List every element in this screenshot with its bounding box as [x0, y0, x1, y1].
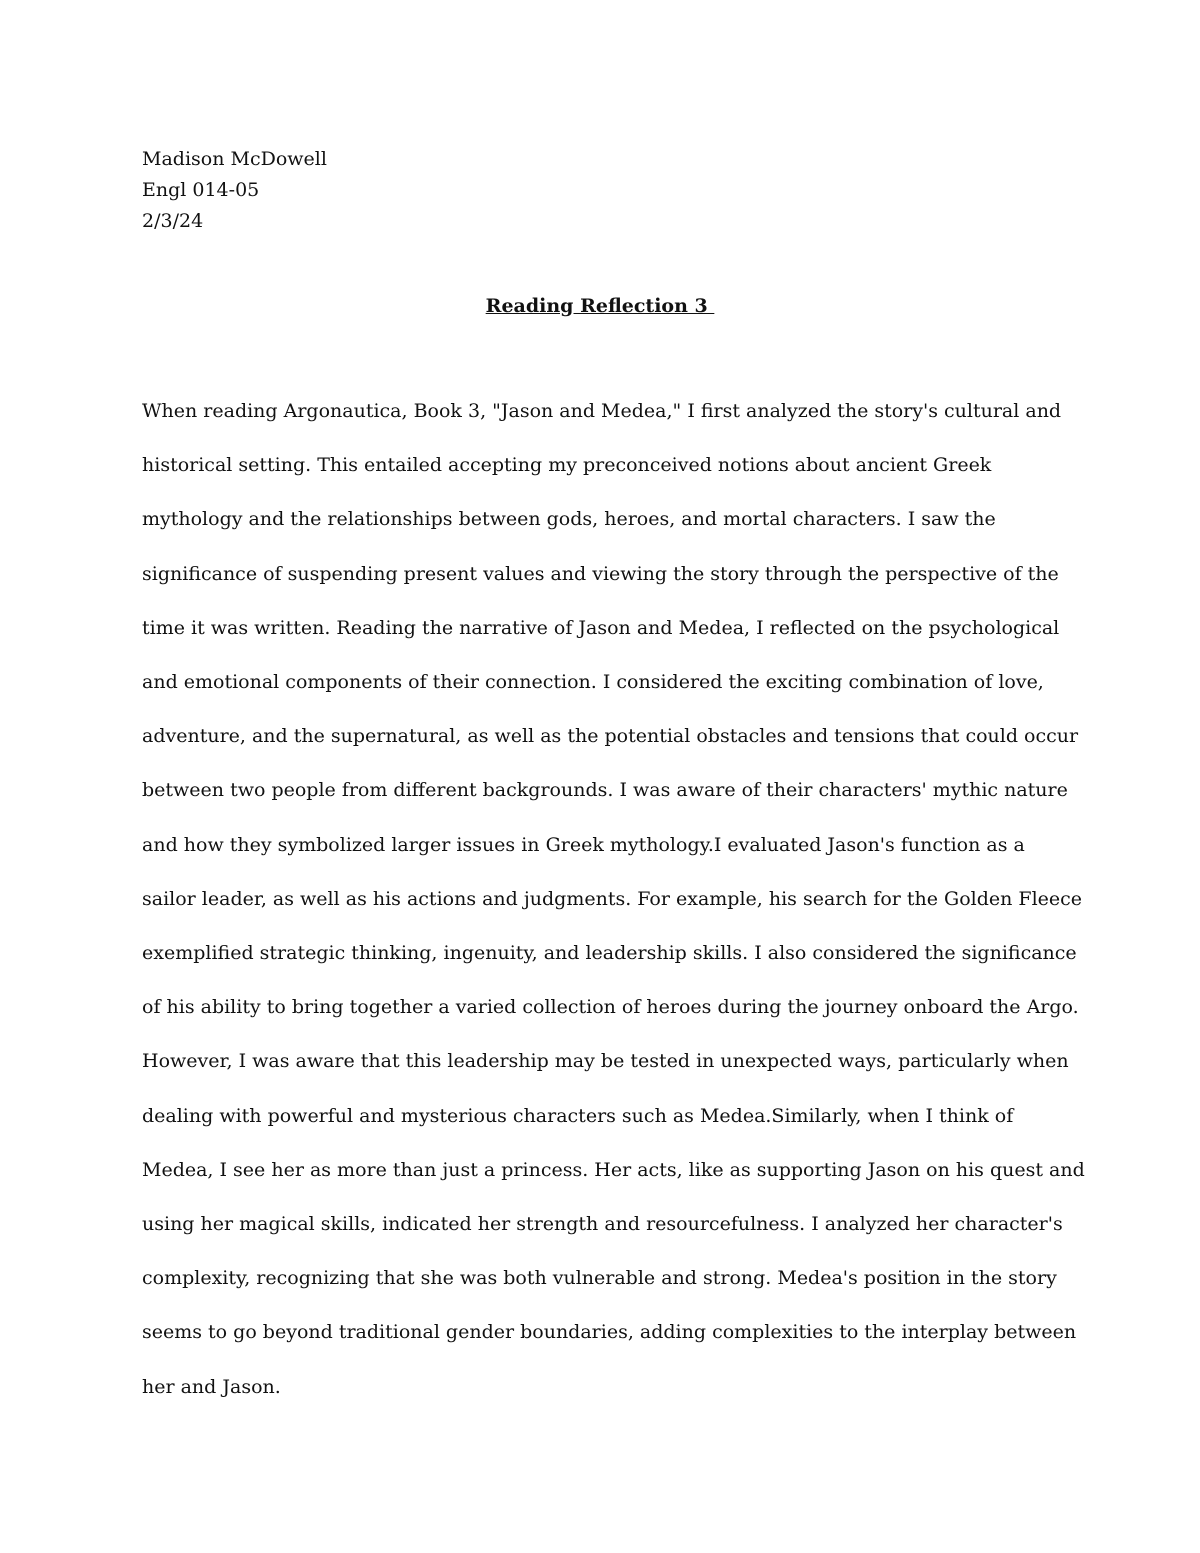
- body-line: time it was written. Reading the narrative of Jason and Medea, I reflected on the psychological: [142, 616, 1060, 639]
- body-paragraph: [142, 384, 1102, 1414]
- document-title: Reading Reflection 3: [485, 295, 715, 317]
- header-block: [142, 144, 327, 237]
- body-line: adventure, and the supernatural, as well as the potential obstacles and tensions that could occur: [142, 725, 1079, 748]
- body-line: and emotional components of their connection. I considered the exciting combination of love,: [142, 671, 1044, 694]
- body-line: mythology and the relationships between gods, heroes, and mortal characters. I saw the: [142, 508, 996, 531]
- body-line: complexity, recognizing that she was both vulnerable and strong. Medea's position in the story: [142, 1267, 1057, 1290]
- body-line: However, I was aware that this leadership may be tested in unexpected ways, particularly when: [142, 1050, 1069, 1073]
- body-line: dealing with powerful and mysterious characters such as Medea.Similarly, when I think of: [142, 1104, 1014, 1127]
- body-line: of his ability to bring together a varied collection of heroes during the journey onboard the Argo.: [142, 996, 1079, 1019]
- body-line: significance of suspending present values and viewing the story through the perspective of the: [142, 562, 1059, 585]
- body-line: seems to go beyond traditional gender boundaries, adding complexities to the interplay between: [142, 1321, 1077, 1344]
- body-line: her and Jason.: [142, 1375, 281, 1398]
- body-line: When reading Argonautica, Book 3, "Jason and Medea," I first analyzed the story's cultural and: [142, 400, 1062, 422]
- body-line: sailor leader, as well as his actions and judgments. For example, his search for the Golden Fleece: [142, 887, 1083, 910]
- date: 2/3/24: [142, 210, 204, 232]
- body-line: exemplified strategic thinking, ingenuity, and leadership skills. I also considered the significance: [142, 942, 1077, 965]
- author-name: Madison McDowell: [142, 148, 327, 170]
- body-line: using her magical skills, indicated her strength and resourcefulness. I analyzed her character's: [142, 1213, 1063, 1236]
- course-code: Engl 014-05: [142, 179, 260, 201]
- body-line: historical setting. This entailed accepting my preconceived notions about ancient Greek: [142, 454, 992, 477]
- body-line: Medea, I see her as more than just a princess. Her acts, like as supporting Jason on his quest and: [142, 1158, 1085, 1181]
- body-line: and how they symbolized larger issues in Greek mythology.I evaluated Jason's function as a: [142, 833, 1025, 856]
- body-line: between two people from different backgrounds. I was aware of their characters' mythic nature: [142, 779, 1068, 802]
